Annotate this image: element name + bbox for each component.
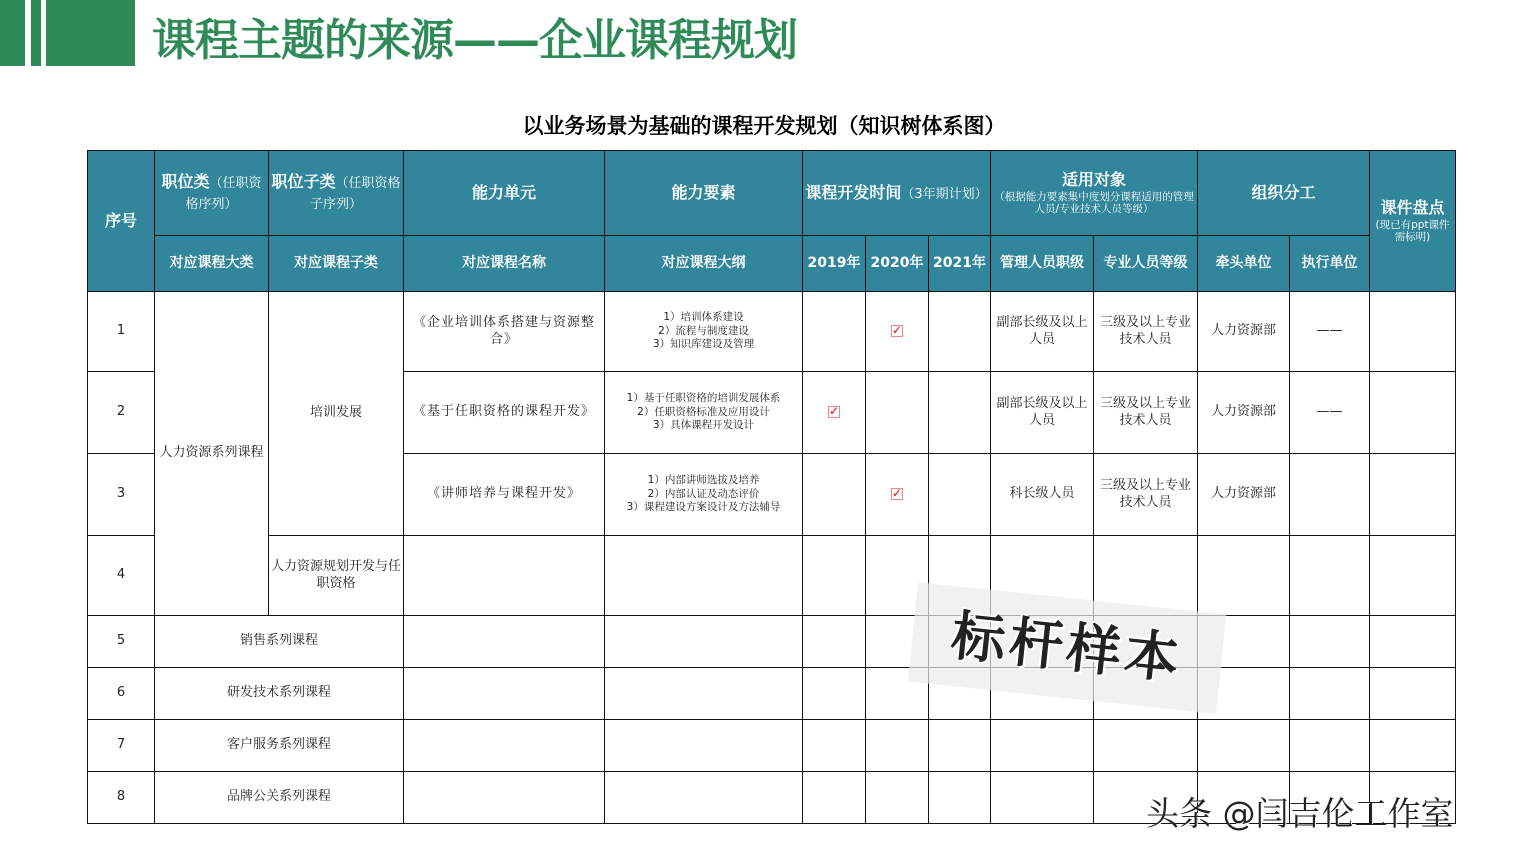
table-title: 以业务场景为基础的课程开发规划（知识树体系图）: [522, 114, 1006, 138]
cell-course-category: 品牌公关系列课程: [155, 772, 404, 824]
empty-cell: [605, 536, 803, 616]
course-plan-table: [87, 150, 1456, 824]
cell-year-2019: [803, 292, 866, 372]
empty-cell: [1290, 668, 1370, 720]
cell-pro-level: 三级及以上专业技术人员: [1094, 372, 1198, 454]
header-lead-unit: 牵头单位: [1198, 236, 1290, 292]
header-mgmt-level: 管理人员职级: [991, 236, 1094, 292]
header-course-cat: 对应课程大类: [155, 236, 269, 292]
checkbox-checked-icon: ✓: [892, 323, 903, 338]
cell-course-name: 《讲师培养与课程开发》: [404, 454, 605, 536]
cell-seq: 3: [88, 454, 155, 536]
checkbox-checked-icon: ✓: [829, 404, 840, 419]
header-2019: 2019年: [803, 236, 866, 292]
outline-item: 2）内部认证及动态评价: [647, 487, 760, 500]
header-2021: 2021年: [929, 236, 991, 292]
empty-cell: [1290, 536, 1370, 616]
cell-seq: 4: [88, 536, 155, 616]
outline-item: 3）具体课程开发设计: [652, 419, 755, 432]
outline-item: 3）课程建设方案设计及方法辅导: [626, 501, 781, 514]
empty-cell: [1290, 616, 1370, 668]
header-course-outline: 对应课程大纲: [605, 236, 803, 292]
cell-course-category: 客户服务系列课程: [155, 720, 404, 772]
cell-course-name: 《企业培训体系搭建与资源整合》: [404, 292, 605, 372]
cell-seq: 5: [88, 616, 155, 668]
outline-item: 1）培训体系建设: [663, 311, 744, 324]
empty-cell: [1094, 720, 1198, 772]
empty-cell: [1370, 668, 1456, 720]
checkbox-checked-icon: ✓: [892, 486, 903, 501]
empty-cell: [866, 772, 929, 824]
empty-cell: [991, 720, 1094, 772]
header-dev-time: 课程开发时间（3年期计划）: [803, 151, 991, 236]
cell-exec-unit: ——: [1290, 292, 1370, 372]
page-title: 课程主题的来源——企业课程规划: [152, 15, 797, 66]
header-org: 组织分工: [1198, 151, 1370, 236]
cell-seq: 8: [88, 772, 155, 824]
cell-course-category: 研发技术系列课程: [155, 668, 404, 720]
title-bar-block: [46, 0, 135, 66]
empty-cell: [404, 536, 605, 616]
empty-cell: [1370, 616, 1456, 668]
cell-year-2021: [929, 292, 991, 372]
cell-pro-level: 三级及以上专业技术人员: [1094, 454, 1198, 536]
cell-seq: 6: [88, 668, 155, 720]
header-job-class: 职位类（任职资格序列）: [155, 151, 269, 236]
cell-year-2020: [866, 372, 929, 454]
cell-mgmt-level: 副部长级及以上人员: [991, 372, 1094, 454]
empty-cell: [1198, 720, 1290, 772]
outline-item: 3）知识库建设及管理: [652, 338, 755, 351]
header-2020: 2020年: [866, 236, 929, 292]
header-exec-unit: 执行单位: [1290, 236, 1370, 292]
cell-year-2021: [929, 372, 991, 454]
table-row: [88, 536, 1456, 616]
cell-mgmt-level: 副部长级及以上人员: [991, 292, 1094, 372]
empty-cell: [404, 616, 605, 668]
table-row: [88, 668, 1456, 720]
cell-lead-unit: 人力资源部: [1198, 292, 1290, 372]
empty-cell: [404, 772, 605, 824]
empty-cell: [929, 772, 991, 824]
cell-course-outline: [605, 372, 803, 454]
cell-course-outline: [605, 292, 803, 372]
header-pro-level: 专业人员等级: [1094, 236, 1198, 292]
empty-cell: [605, 720, 803, 772]
cell-pro-level: 三级及以上专业技术人员: [1094, 292, 1198, 372]
empty-cell: [404, 668, 605, 720]
empty-cell: [803, 772, 866, 824]
cell-course-name: 《基于任职资格的课程开发》: [404, 372, 605, 454]
title-bar-block: [0, 0, 25, 66]
empty-cell: [803, 536, 866, 616]
cell-lead-unit: 人力资源部: [1198, 372, 1290, 454]
table-row: [88, 616, 1456, 668]
header-seq: 序号: [88, 151, 155, 292]
cell-year-2019: [803, 372, 866, 454]
empty-cell: [605, 616, 803, 668]
cell-year-2020: [866, 292, 929, 372]
header-course-name: 对应课程名称: [404, 236, 605, 292]
empty-cell: [605, 668, 803, 720]
cell-seq: 2: [88, 372, 155, 454]
sample-stamp: 标杆样本: [908, 582, 1227, 714]
empty-cell: [404, 720, 605, 772]
header-ability-unit: 能力单元: [404, 151, 605, 236]
empty-cell: [929, 720, 991, 772]
empty-cell: [1370, 720, 1456, 772]
cell-year-2019: [803, 454, 866, 536]
cell-seq: 7: [88, 720, 155, 772]
empty-cell: [1370, 536, 1456, 616]
empty-cell: [803, 616, 866, 668]
cell-year-2020: [866, 454, 929, 536]
outline-item: 1）内部讲师选拔及培养: [647, 474, 760, 487]
cell-inventory: [1370, 292, 1456, 372]
cell-mgmt-level: 科长级人员: [991, 454, 1094, 536]
header-course-sub: 对应课程子类: [269, 236, 404, 292]
cell-exec-unit: [1290, 454, 1370, 536]
cell-year-2021: [929, 454, 991, 536]
cell-course-category: 人力资源系列课程: [155, 292, 269, 616]
outline-item: 2）任职资格标准及应用设计: [637, 405, 770, 418]
outline-item: 1）基于任职资格的培训发展体系: [626, 392, 781, 405]
cell-lead-unit: 人力资源部: [1198, 454, 1290, 536]
cell-course-sub: 培训发展: [269, 292, 404, 536]
cell-exec-unit: ——: [1290, 372, 1370, 454]
empty-cell: [803, 720, 866, 772]
cell-inventory: [1370, 454, 1456, 536]
table-row: [88, 720, 1456, 772]
cell-course-category: 销售系列课程: [155, 616, 404, 668]
empty-cell: [605, 772, 803, 824]
header-target: 适用对象 （根据能力要素集中度划分课程适用的管理人员/专业技术人员等级）: [991, 151, 1198, 236]
watermark: 头条 @闫吉伦工作室: [1146, 794, 1454, 833]
cell-course-outline: [605, 454, 803, 536]
title-bar-block: [31, 0, 41, 66]
empty-cell: [866, 720, 929, 772]
cell-inventory: [1370, 372, 1456, 454]
header-job-sub: 职位子类（任职资格子序列）: [269, 151, 404, 236]
empty-cell: [991, 772, 1094, 824]
empty-cell: [1290, 720, 1370, 772]
table-row: [88, 292, 1456, 372]
outline-item: 2）流程与制度建设: [658, 324, 749, 337]
cell-course-sub: 人力资源规划开发与任职资格: [269, 536, 404, 616]
empty-cell: [1198, 536, 1290, 616]
header-inventory: 课件盘点 (现已有ppt课件需标明): [1370, 151, 1456, 292]
cell-seq: 1: [88, 292, 155, 372]
header-ability-element: 能力要素: [605, 151, 803, 236]
empty-cell: [803, 668, 866, 720]
